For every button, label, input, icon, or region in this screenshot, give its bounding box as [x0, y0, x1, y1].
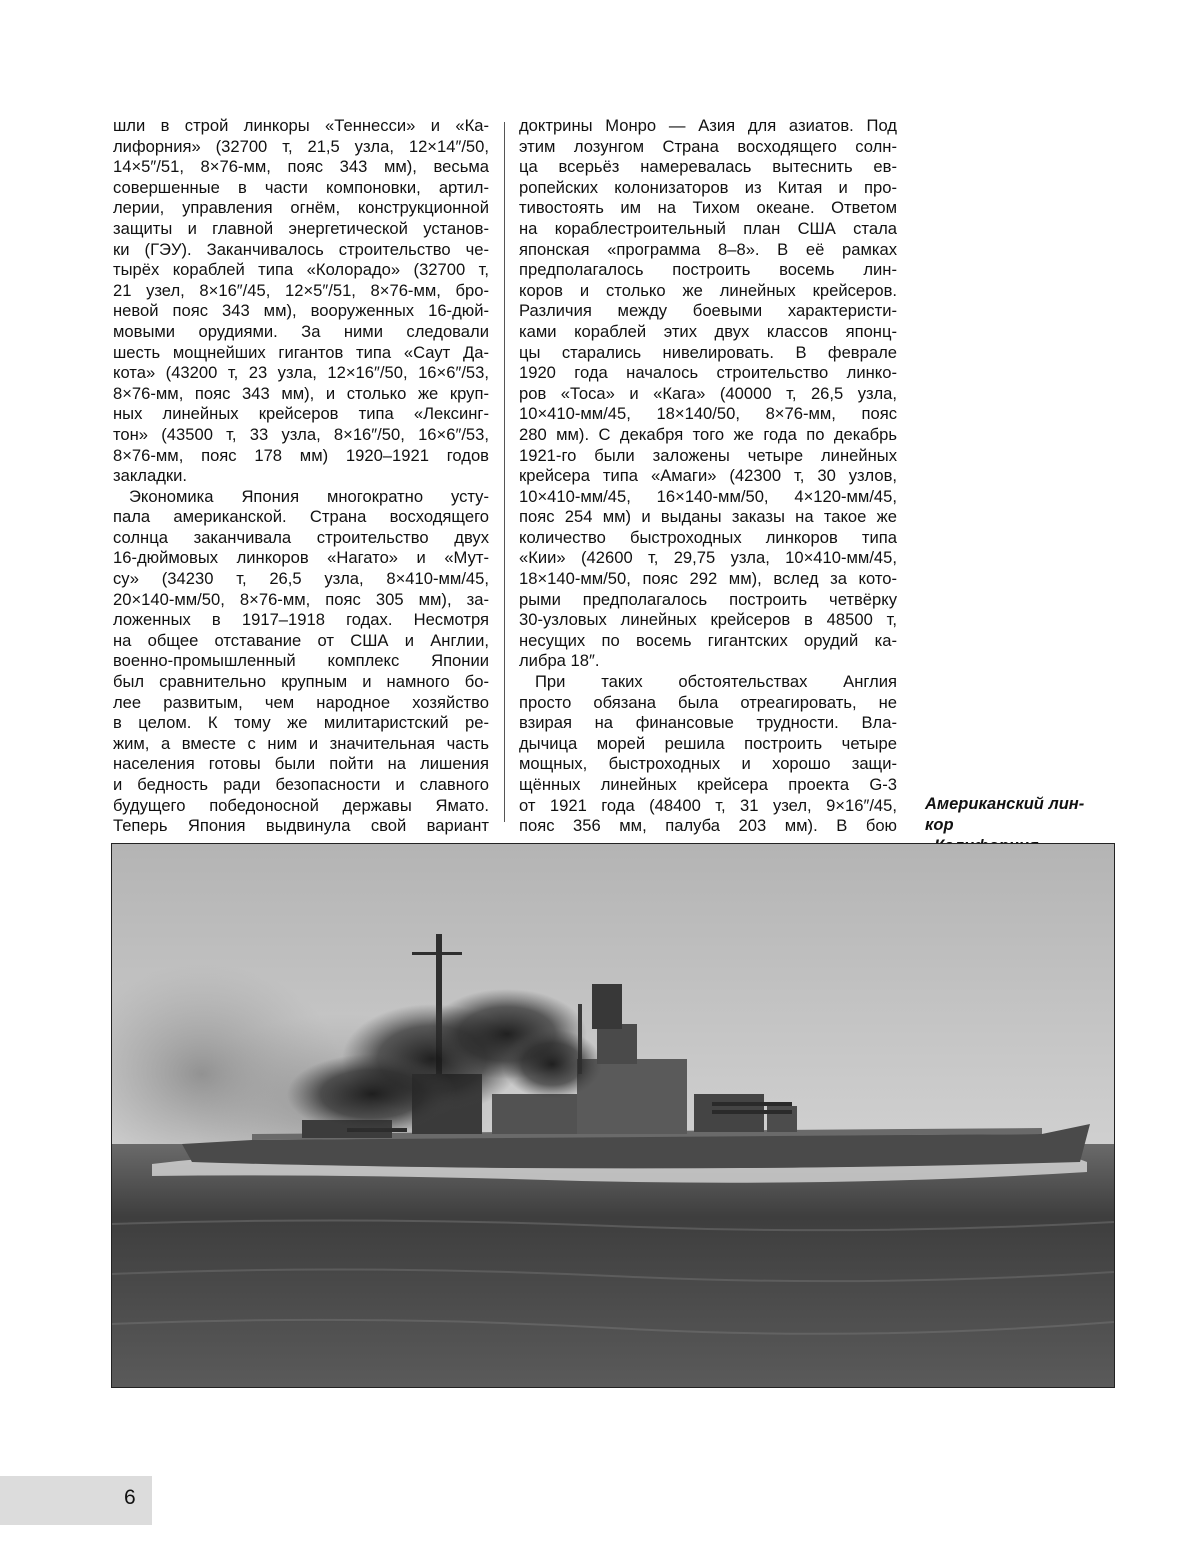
text-line: Теперь Япония выдвинула свой вариант	[113, 816, 489, 836]
text-line: этим лозунгом Страна восходящего солн-	[519, 136, 897, 156]
text-line: тивостоять им на Тихом океане. Ответом	[519, 198, 897, 218]
page-number: 6	[124, 1486, 136, 1509]
text-line: защиты и главной энергетической установ-	[113, 218, 489, 238]
text-line: закладки.	[113, 466, 188, 486]
text-column-middle	[519, 116, 897, 837]
text-line: мощных, быстроходных и хорошо защи-	[519, 754, 897, 774]
text-line: шесть мощнейших гигантов типа «Саут Да-	[113, 342, 489, 362]
text-line: 20×140-мм/50, 8×76-мм, пояс 305 мм), за-	[113, 589, 489, 609]
text-column-left	[113, 116, 489, 837]
text-line: 30-узловых линейных крейсеров в 48500 т,	[519, 610, 897, 630]
text-line: ца всерьёз намеревалась вытеснить ев-	[519, 157, 897, 177]
text-line: «Кии» (42600 т, 29,75 узла, 10×410-мм/45,	[519, 548, 897, 568]
text-line: несущих по восемь гигантских орудий ка-	[519, 630, 897, 650]
text-line: су» (34230 т, 26,5 узла, 8×410-мм/45,	[113, 569, 489, 589]
text-line: на общее отставание от США и Англии,	[113, 630, 489, 650]
text-line: Различия между боевыми характеристи-	[519, 301, 897, 321]
text-line: пала американской. Страна восходящего	[113, 507, 489, 527]
caption-line-1: Американский лин-	[925, 795, 1085, 813]
text-line: лее развитым, чем народное хозяйство	[113, 692, 489, 712]
text-line: мовыми орудиями. За ними следовали	[113, 321, 489, 341]
text-line: крейсера типа «Амаги» (42300 т, 30 узлов,	[519, 466, 897, 486]
text-line: жим, а вместе с ним и значительная часть	[113, 733, 489, 753]
text-line: шли в строй линкоры «Теннесси» и «Ка-	[113, 116, 489, 135]
text-line: от 1921 года (48400 т, 31 узел, 9×16″/45,	[519, 795, 897, 815]
text-line: 8×76-мм, пояс 343 мм), и столько же круп-	[113, 383, 489, 403]
text-line: будущего победоносной державы Ямато.	[113, 795, 489, 815]
text-line: коров и столько же линейных крейсеров.	[519, 280, 897, 300]
text-line: кота» (43200 т, 23 узла, 12×16″/50, 16×6″/53,	[113, 363, 489, 383]
text-line: ки (ГЭУ). Заканчивалось строительство че-	[113, 239, 489, 259]
text-line: японская «программа 8–8». В её рамках	[519, 239, 897, 259]
text-line: 21 узел, 8×16″/45, 12×5″/51, 8×76-мм, бро-	[113, 280, 489, 300]
text-line: 16-дюймовых линкоров «Нагато» и «Мут-	[113, 548, 489, 568]
text-line: 18×140-мм/50, пояс 292 мм), вслед за кото-	[519, 569, 897, 589]
text-line: Экономика Япония многократно усту-	[129, 486, 489, 506]
text-line: предполагалось построить восемь лин-	[519, 260, 897, 280]
text-line: и бедность ради безопасности и славного	[113, 775, 489, 794]
text-line: военно-промышленный комплекс Японии	[113, 651, 489, 671]
text-line: ками кораблей этих двух классов японц-	[519, 321, 897, 341]
text-line: взирая на финансовые трудности. Вла-	[519, 713, 897, 733]
text-line: тырёх кораблей типа «Колорадо» (32700 т,	[113, 260, 489, 280]
text-line: лерии, управления огнём, конструкционной	[113, 198, 489, 218]
text-line: 1920 года началось строительство линко-	[519, 363, 897, 383]
text-line: в целом. К тому же милитаристский ре-	[113, 713, 489, 733]
text-line: солнца заканчивала строительство двух	[113, 527, 489, 547]
text-line: был сравнительно крупным и намного бо-	[113, 672, 489, 692]
text-line: При таких обстоятельствах Англия	[535, 672, 897, 692]
text-line: 10×410-мм/45, 18×140/50, 8×76-мм, пояс	[519, 404, 897, 424]
text-line: тон» (43500 т, 33 узла, 8×16″/50, 16×6″/53,	[113, 424, 489, 444]
text-line: рыми предполагалось построить четвёрку	[519, 589, 897, 609]
text-line: совершенные в части компоновки, артил-	[113, 177, 489, 197]
text-line: 10×410-мм/45, 16×140-мм/50, 4×120-мм/45,	[519, 486, 897, 506]
text-line: 8×76-мм, пояс 178 мм) 1920–1921 годов	[113, 445, 489, 465]
text-line: ропейских колонизаторов из Китая и про-	[519, 177, 897, 197]
caption-line-2: кор	[925, 815, 954, 834]
text-line: невой пояс 343 мм), вооруженных 16-дюй-	[113, 301, 489, 321]
text-line: пояс 356 мм, палуба 203 мм). В бою	[519, 816, 897, 836]
text-line: ных линейных крейсеров типа «Лексинг-	[113, 404, 489, 424]
text-line: количество быстроходных линкоров типа	[519, 527, 897, 547]
text-line: населения готовы были пойти на лишения	[113, 754, 489, 774]
text-line: 1921-го были заложены четыре линейных	[519, 445, 897, 465]
text-line: пояс 254 мм) и выданы заказы на такое же	[519, 507, 897, 527]
text-line: просто обязана была отреагировать, не	[519, 692, 897, 712]
column-divider	[504, 122, 505, 822]
text-line: либра 18″.	[519, 651, 600, 671]
text-line: 280 мм). С декабря того же года по декабрь	[519, 424, 897, 444]
text-line: доктрины Монро — Азия для азиатов. Под	[519, 116, 897, 135]
text-line: на кораблестроительный план США стала	[519, 218, 897, 238]
text-line: ров «Тоса» и «Кага» (40000 т, 26,5 узла,	[519, 383, 897, 403]
text-line: щённых линейных крейсера проекта G-3	[519, 775, 897, 794]
text-line: цы старались нивелировать. В феврале	[519, 342, 897, 362]
text-line: ложенных в 1917–1918 годах. Несмотря	[113, 610, 489, 630]
text-line: лифорния» (32700 т, 21,5 узла, 12×14″/50,	[113, 136, 489, 156]
text-line: дычица морей решила построить четыре	[519, 733, 897, 753]
battleship-photo	[111, 843, 1115, 1388]
text-line: 14×5″/51, 8×76-мм, пояс 343 мм), весьма	[113, 157, 489, 177]
